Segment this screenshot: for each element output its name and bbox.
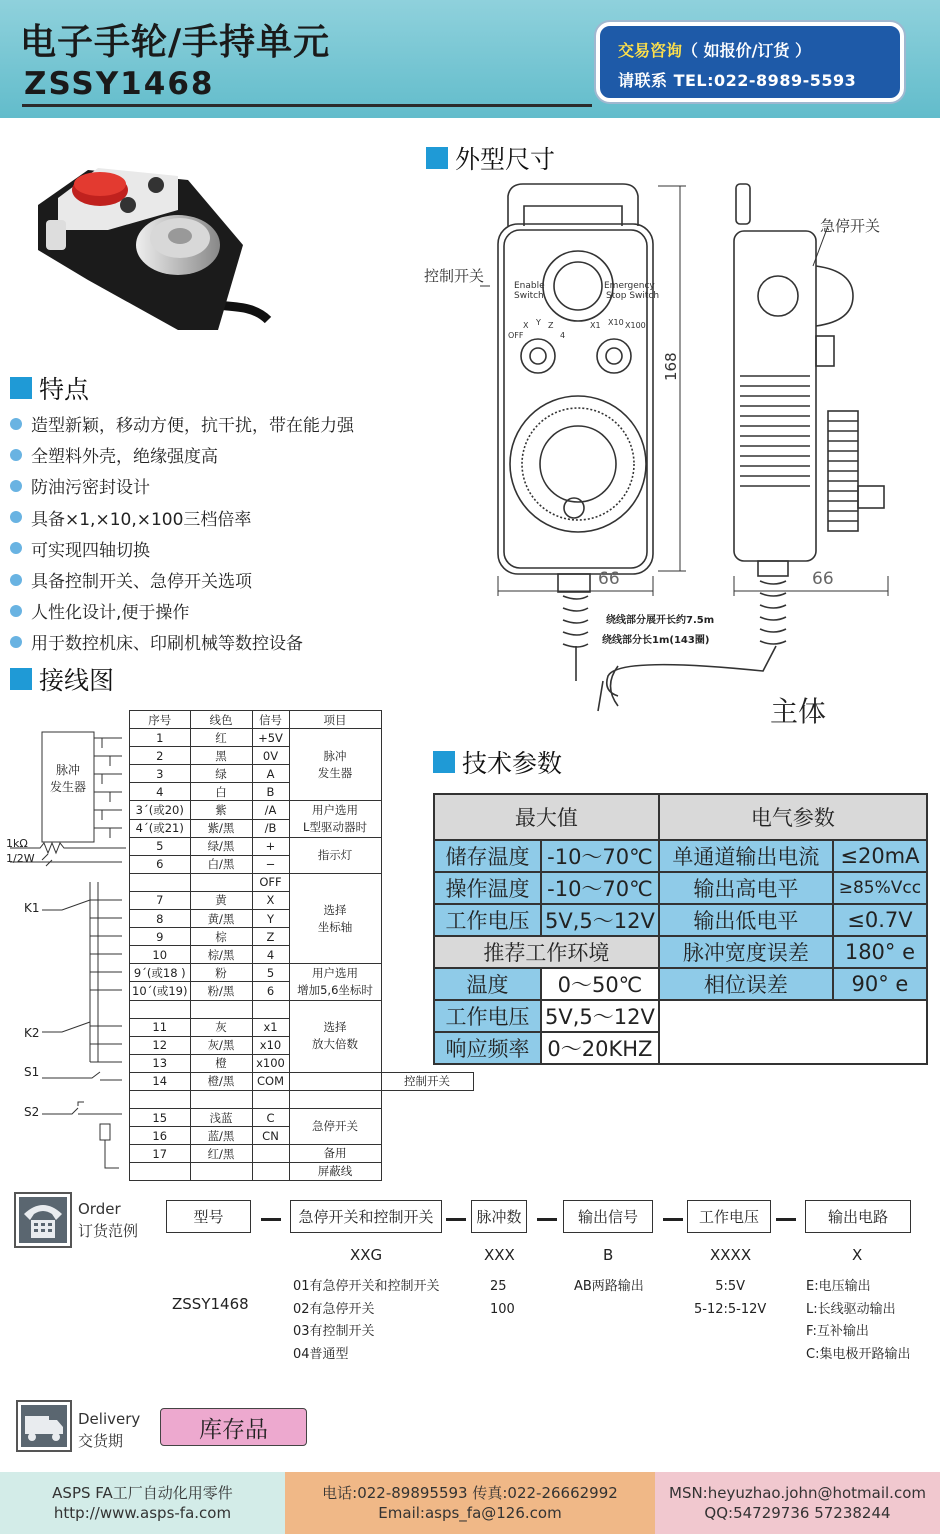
order-box-voltage: 工作电压 [687,1200,771,1233]
order-dash [776,1218,796,1221]
dim-width-front: 66 [598,569,620,589]
table-row: 3´(或20) 紫 /A 用户选用 L型驱动器时 [130,801,474,819]
section-tech: 技术参数 [433,744,562,780]
svg-text:X: X [523,321,529,330]
table-row: 13 橙 x100 [130,1054,474,1072]
coil-length-2: 绕线部分长1m(143圈) [602,635,710,646]
resistor-label: 1kΩ [6,837,28,850]
bullet-icon [10,636,22,648]
section-marker-icon [426,147,448,169]
section-marker-icon [10,668,32,690]
order-dash [537,1218,557,1221]
svg-text:Switch: Switch [514,291,544,301]
s2-label: S2 [24,1105,40,1119]
order-label-en: Order [78,1200,121,1218]
label-enable-switch: Enable [514,281,545,291]
order-box-switch: 急停开关和控制开关 [290,1200,442,1233]
table-row: 4 白 B [130,783,474,801]
header-divider [22,104,592,107]
delivery-label-cn: 交货期 [78,1432,124,1450]
footer-msn: MSN:heyuzhao.john@hotmail.com [669,1484,926,1502]
table-row: 17 红/黑 备用 [130,1145,474,1163]
svg-text:1/2W: 1/2W [6,852,35,865]
order-dash [446,1218,466,1221]
feature-item: 造型新颖，移动方便，抗干扰，带在能力强 [10,408,410,439]
k2-label: K2 [24,1026,40,1040]
truck-icon [16,1400,72,1452]
feature-item: 防油污密封设计 [10,470,410,501]
bullet-icon [10,605,22,617]
table-row: 工作电压 5V,5～12V 输出低电平 ≤0.7V [434,904,927,936]
header-banner [0,0,940,118]
bullet-icon [10,542,22,554]
table-row: 6 白/黑 − [130,855,474,873]
footer-tel-fax: 电话:022-89895593 传真:022-26662992 [322,1484,618,1502]
wiring-table [129,710,474,1181]
order-dash [663,1218,683,1221]
table-row: 16 蓝/黑 CN [130,1127,474,1145]
svg-text:X100: X100 [625,321,646,330]
page-title: 电子手轮/手持单元 [20,22,331,63]
section-features: 特点 [10,370,89,406]
table-row: 温度 0～50℃ 相位误差 90° e [434,968,927,1000]
bullet-icon [10,480,22,492]
table-row: 屏蔽线 [130,1163,474,1181]
footer-company [0,1472,285,1534]
tech-table [433,793,928,1065]
table-row: 储存温度 -10～70℃ 单通道输出电流 ≤20mA [434,840,927,872]
table-row: 工作电压 5V,5～12V [434,1000,927,1032]
table-row: 8 黄/黑 Y [130,910,474,928]
model-number: ZSSY1468 [24,66,215,102]
table-row: 4´(或21) 紫/黑 /B [130,819,474,837]
table-row: OFF 选择 坐标轴 [130,873,474,891]
footer-phone [285,1472,655,1534]
svg-text:Stop Switch: Stop Switch [606,291,660,301]
table-row: 9 棕 Z [130,928,474,946]
feature-item: 具备控制开关、急停开关选项 [10,564,410,595]
footer-company-name: ASPS FA工厂自动化用零件 [52,1484,233,1502]
section-dimensions: 外型尺寸 [426,140,555,176]
table-header-row: 序号 线色 信号 项目 [130,711,474,729]
feature-item: 全塑料外壳，绝缘强度高 [10,439,410,470]
stock-badge: 库存品 [160,1408,307,1446]
order-code: XXXX [710,1246,752,1264]
footer-qq: QQ:54729736 57238244 [704,1504,891,1522]
table-row: 14 橙/黑 COM 控制开关 [130,1072,474,1090]
feature-item: 可实现四轴切换 [10,533,410,564]
order-box-pulse: 脉冲数 [471,1200,527,1233]
bullet-icon [10,511,22,523]
table-row: 1 红 +5V 脉冲 发生器 [130,729,474,747]
bullet-icon [10,574,22,586]
table-row: 11 灰 x1 [130,1018,474,1036]
contact-inquiry-note: （ 如报价/订货 ） [682,41,812,60]
feature-list [10,408,410,658]
axis-label: OFF [508,331,524,340]
order-box-model: 型号 [166,1200,251,1233]
dimension-drawing [418,176,898,736]
table-row: 12 灰/黑 x10 [130,1036,474,1054]
phone-icon [14,1192,72,1248]
table-row: 15 浅蓝 C 急停开关 [130,1109,474,1127]
footer-email: Email:asps_fa@126.com [378,1504,562,1522]
svg-text:X10: X10 [608,318,624,327]
bullet-icon [10,418,22,430]
dim-height: 168 [662,352,680,381]
wiring-schematic [2,710,130,1180]
table-row: 10´(或19) 粉/黑 6 [130,982,474,1000]
order-box-circuit: 输出电路 [805,1200,911,1233]
order-code: XXX [484,1246,515,1264]
svg-text:发生器: 发生器 [50,780,87,794]
table-row: 7 黄 X [130,891,474,909]
order-label-cn: 订货范例 [78,1222,139,1240]
order-code: B [603,1246,614,1264]
table-row: 推荐工作环境 脉冲宽度误差 180° e [434,936,927,968]
order-model-value: ZSSY1468 [172,1295,249,1313]
order-pulse-options: 25 100 [490,1279,515,1317]
contact-inquiry: 交易咨询 [618,41,683,60]
label-body: 主体 [770,695,827,728]
order-voltage-options: 5:5V 5-12:5-12V [694,1279,767,1317]
bullet-icon [10,449,22,461]
table-row: 5 绿/黑 + 指示灯 [130,837,474,855]
coil-length-1: 绕线部分展开长约7.5m [606,615,715,626]
order-switch-options: 01有急停开关和控制开关 02有急停开关 03有控制开关 04普通型 [293,1279,440,1362]
feature-item: 具备×1,×10,×100三档倍率 [10,502,410,533]
label-estop: 急停开关 [820,217,881,235]
svg-text:4: 4 [560,331,566,340]
table-row: 10 棕/黑 4 [130,946,474,964]
order-circuit-options: E:电压输出 L:长线驱动输出 F:互补输出 C:集电极开路输出 [806,1279,911,1362]
table-row: 操作温度 -10～70℃ 输出高电平 ≥85%Vcc [434,872,927,904]
order-code: XXG [350,1246,383,1264]
svg-text:Y: Y [536,318,541,327]
label-control-switch: 控制开关 [424,267,485,285]
table-row: 3 绿 A [130,765,474,783]
svg-text:Z: Z [548,321,554,330]
dim-width-side: 66 [812,569,834,589]
footer-im [655,1472,940,1534]
label-emergency-switch: Emergency [604,281,655,291]
order-dash [261,1218,281,1221]
delivery-label-en: Delivery [78,1410,141,1428]
footer-website: http://www.asps-fa.com [53,1504,232,1522]
k1-label: K1 [24,901,40,915]
contact-line-1 [618,38,811,61]
order-output-options: AB两路输出 [574,1279,644,1294]
product-photo [28,150,273,340]
mult-label: X1 [590,321,601,330]
table-header-row: 最大值 电气参数 [434,794,927,840]
table-row: 2 黑 0V [130,747,474,765]
footer [0,1472,940,1534]
order-code: X [852,1246,863,1264]
pulse-generator-label: 脉冲 [56,763,81,777]
table-row [130,1090,474,1108]
section-wiring: 接线图 [10,661,114,697]
table-row: 选择 放大倍数 [130,1000,474,1018]
section-marker-icon [433,751,455,773]
feature-item: 用于数控机床、印刷机械等数控设备 [10,626,410,657]
feature-item: 人性化设计,便于操作 [10,595,410,626]
order-box-output: 输出信号 [563,1200,653,1233]
s1-label: S1 [24,1065,40,1079]
contact-box [596,22,904,102]
table-row: 响应频率 0～20KHZ [434,1032,927,1064]
section-marker-icon [10,377,32,399]
contact-phone: 请联系 TEL:022-8989-5593 [618,71,857,90]
table-row: 9´(或18 ) 粉 5 用户选用 增加5,6坐标时 [130,964,474,982]
